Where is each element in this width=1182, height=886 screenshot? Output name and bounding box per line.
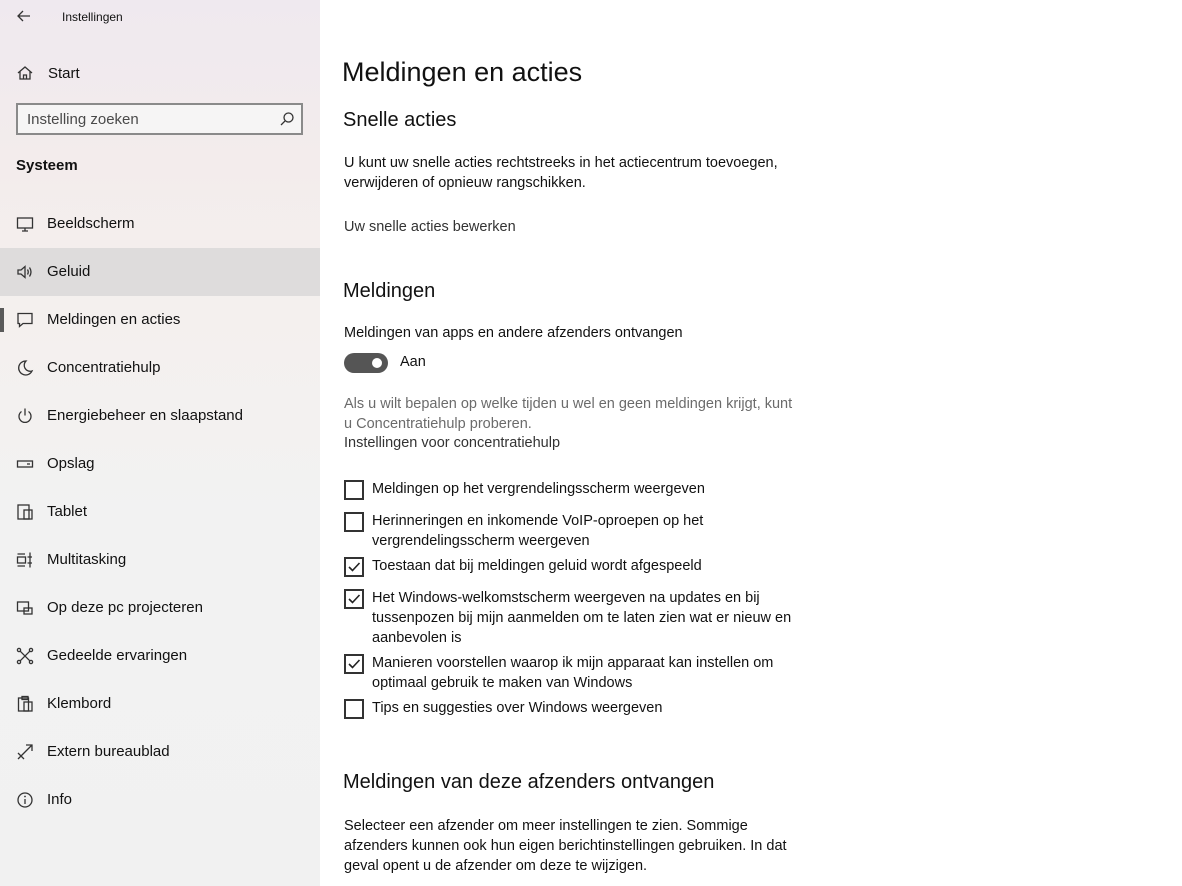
checkmark-icon (346, 656, 362, 672)
power-icon (16, 407, 34, 425)
sidebar (0, 0, 320, 886)
tablet-icon (16, 503, 34, 521)
search-input[interactable] (27, 109, 272, 129)
checkbox-label: Toestaan dat bij meldingen geluid wordt afgespeeld (372, 558, 702, 574)
sidebar-item-label: Beeldscherm (47, 215, 135, 232)
title-bar (0, 0, 320, 34)
sidebar-item-label: Extern bureaublad (47, 743, 170, 760)
checkbox-notification-sounds[interactable] (344, 557, 364, 577)
quick-actions-description: U kunt uw snelle acties rechtstreeks in het actiecentrum toevoegen, verwijderen of opnieuw rangschikken. (344, 155, 778, 191)
checkbox-welcome-experience[interactable] (344, 589, 364, 609)
section-label: Systeem (16, 157, 78, 174)
sidebar-item-extern-bureaublad[interactable] (0, 728, 320, 776)
clipboard-icon (16, 695, 34, 713)
sidebar-item-tablet[interactable] (0, 488, 320, 536)
main-content (320, 0, 1182, 886)
sidebar-item-beeldscherm[interactable] (0, 200, 320, 248)
edit-quick-actions-link[interactable]: Uw snelle acties bewerken (344, 219, 516, 235)
checkbox-label: Tips en suggesties over Windows weergeven (372, 700, 663, 716)
sidebar-item-label: Gedeelde ervaringen (47, 647, 188, 664)
focus-assist-hint: Als u wilt bepalen op welke tijden u wel en geen meldingen krijgt, kunt u Concentratiehulp proberen. (344, 396, 793, 432)
page-title: Meldingen en acties (342, 57, 583, 87)
sidebar-item-info[interactable] (0, 776, 320, 824)
sidebar-item-label: Op deze pc projecteren (47, 599, 203, 616)
checkbox-label: Het Windows-welkomstscherm weergeven na updates en bij tussenpozen bij mijn aanmelden om te laten zien wat er nieuw en aanbevolen is (372, 590, 792, 646)
home-icon (16, 64, 34, 82)
back-button[interactable] (14, 6, 34, 26)
sidebar-item-label: Energiebeheer en slaapstand (47, 407, 243, 424)
speaker-icon (16, 263, 34, 281)
sidebar-item-label: Opslag (47, 455, 95, 472)
sidebar-item-gedeelde-ervaringen[interactable] (0, 632, 320, 680)
sidebar-item-projecteren[interactable] (0, 584, 320, 632)
notifications-toggle-caption: Meldingen van apps en andere afzenders ontvangen (344, 325, 683, 341)
sidebar-item-label: Tablet (47, 503, 88, 520)
checkbox-label: Manieren voorstellen waarop ik mijn apparaat kan instellen om optimaal gebruik te maken van Windows (372, 655, 774, 691)
sidebar-item-label: Info (47, 791, 73, 808)
multitasking-icon (16, 551, 34, 569)
sidebar-item-meldingen-en-acties[interactable] (0, 296, 320, 344)
remote-icon (16, 743, 34, 761)
project-icon (16, 599, 34, 617)
notifications-toggle[interactable] (344, 353, 388, 373)
checkbox-tips-suggestions[interactable] (344, 699, 364, 719)
senders-heading: Meldingen van deze afzenders ontvangen (343, 771, 715, 793)
sidebar-item-label: Klembord (47, 695, 112, 712)
toggle-state-label: Aan (400, 354, 426, 370)
search-icon[interactable] (279, 111, 295, 127)
checkmark-icon (346, 591, 362, 607)
checkbox-label: Meldingen op het vergrendelingsscherm weergeven (372, 481, 705, 497)
sidebar-item-opslag[interactable] (0, 440, 320, 488)
sidebar-item-klembord[interactable] (0, 680, 320, 728)
info-icon (16, 791, 34, 809)
checkbox-label: Herinneringen en inkomende VoIP-oproepen op het vergrendelingsscherm weergeven (372, 513, 704, 549)
senders-description: Selecteer een afzender om meer instellingen te zien. Sommige afzenders kunnen ook hun eigen berichtinstellingen gebruiken. In dat geval opent u de afzender om deze te wijzigen. (344, 818, 787, 874)
quick-actions-heading: Snelle acties (343, 109, 457, 131)
home-link[interactable] (0, 56, 320, 90)
sidebar-item-label: Multitasking (47, 551, 127, 568)
checkmark-icon (346, 559, 362, 575)
focus-assist-settings-link[interactable]: Instellingen voor concentratiehulp (344, 435, 561, 451)
sidebar-item-multitasking[interactable] (0, 536, 320, 584)
checkbox-reminders-voip[interactable] (344, 512, 364, 532)
moon-icon (16, 359, 34, 377)
sidebar-item-energiebeheer[interactable] (0, 392, 320, 440)
app-title: Instellingen (62, 10, 123, 24)
sidebar-item-concentratiehulp[interactable] (0, 344, 320, 392)
share-icon (16, 647, 34, 665)
sidebar-item-geluid[interactable] (0, 248, 320, 296)
arrow-left-icon (14, 6, 34, 26)
home-label: Start (48, 65, 80, 82)
sidebar-nav (0, 200, 320, 824)
search-box[interactable] (16, 103, 303, 135)
sidebar-item-label: Geluid (47, 263, 91, 280)
monitor-icon (16, 215, 34, 233)
message-icon (16, 311, 34, 329)
checkbox-device-setup-suggestions[interactable] (344, 654, 364, 674)
sidebar-item-label: Meldingen en acties (47, 311, 181, 328)
storage-icon (16, 455, 34, 473)
checkbox-lock-screen-notifications[interactable] (344, 480, 364, 500)
sidebar-item-label: Concentratiehulp (47, 359, 161, 376)
notifications-heading: Meldingen (343, 280, 436, 302)
toggle-knob (372, 358, 382, 368)
